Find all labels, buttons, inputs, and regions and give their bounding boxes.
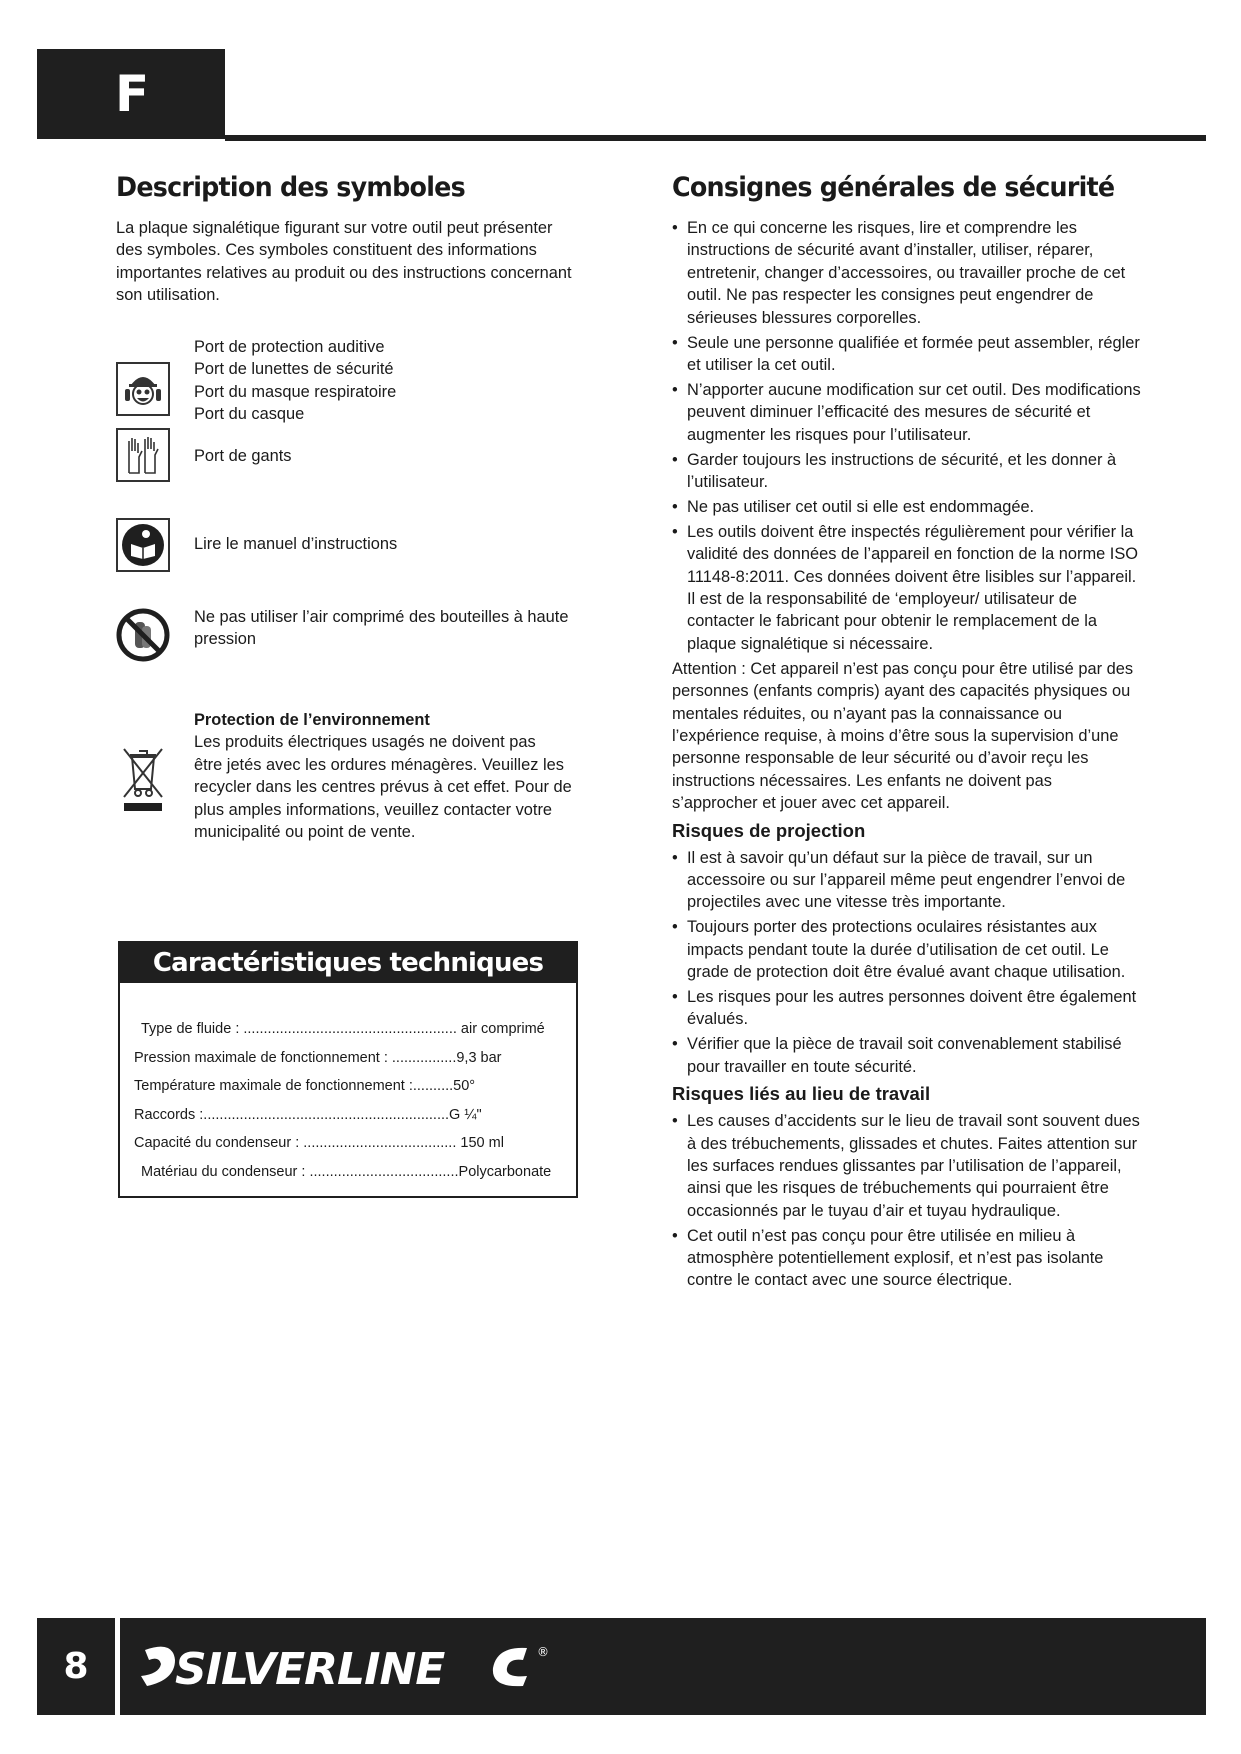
environment-line: plus amples informations, veuillez contacter votre — [194, 800, 553, 819]
spec-row: Pression maximale de fonctionnement : ................9,3 bar — [134, 1049, 502, 1066]
manual-text: Lire le manuel d’instructions — [194, 535, 398, 553]
projection-title: Risques de projection — [672, 819, 866, 841]
ppe-line: Port de protection auditive — [194, 338, 385, 356]
ppe-line: Port du masque respiratoire — [194, 382, 397, 401]
safety-title: Consignes générales de sécurité — [672, 172, 1115, 203]
silverline-logo — [135, 1638, 575, 1701]
list-item: • Les outils doivent être inspectés régulièrement pour vérifier la validité des données de l’appareil en fonction de la norme ISO 11148-8:2011. Ces données doivent être lisibles sur l’appareil. Il est de la responsabilité de ‘employeur/ utilisateur de contacter le fabricant pour obtenir le remplacement de la plaque signalétique si nécessaire. — [672, 521, 1142, 655]
environment-text — [194, 709, 572, 843]
symbols-intro: La plaque signalétique figurant sur votre outil peut présenter des symboles. Ces symboles constituent des informations importantes relatives au produit ou des instructions concernant son utilisation. — [116, 219, 572, 305]
brand-wordmark: SILVERLINE — [175, 1644, 445, 1695]
projection-list — [672, 847, 1142, 1079]
spec-row: Température maximale de fonctionnement :..........50° — [134, 1078, 476, 1094]
gloves-icon — [116, 428, 170, 482]
registered-mark: ® — [537, 1645, 549, 1659]
attention-paragraph: Attention : Cet appareil n’est pas conçu pour être utilisé par des personnes (enfants compris) ayant des capacités physiques ou mentales réduites, ou n’ayant pas la connaissance ou l’expérience requise, à moins d’être sous la supervision d’une personne responsable de leur sécurité ou d’avoir reçu les instructions nécessaires. Les enfants ne doivent pas s’approcher et jouer avec cet appareil. — [672, 659, 1134, 813]
symbols-title: Description des symboles — [116, 172, 465, 203]
list-item: • Les risques pour les autres personnes doivent être également évalués. — [672, 986, 1142, 1031]
environment-line: Les produits électriques usagés ne doivent pas — [194, 733, 536, 752]
header-rule — [225, 135, 1206, 141]
list-item: • N’apporter aucune modification sur cet outil. Des modifications peuvent diminuer l’efficacité des mesures de sécurité et augmenter les risques pour l’utilisateur. — [672, 379, 1142, 446]
no-bottle-text — [194, 606, 568, 651]
spec-row: Type de fluide : ..................................................... air comprimé — [141, 1021, 545, 1037]
specs-title: Caractéristiques techniques — [120, 943, 576, 983]
read-manual-icon — [116, 518, 170, 572]
ppe-icon — [116, 362, 170, 416]
spec-row: Capacité du condenseur : ...................................... 150 ml — [134, 1135, 504, 1151]
list-item: • En ce qui concerne les risques, lire et comprendre les instructions de sécurité avant d’installer, utiliser, réparer, entretenir, changer d’accessoires, ou travailler proche de cet outil. Ne pas respecter les consignes peut engendrer de sérieuses blessures corporelles. — [672, 217, 1142, 329]
page-number: 8 — [63, 1646, 89, 1687]
list-item: • Vérifier que la pièce de travail soit convenablement stabilisé pour travailler en toute sécurité. — [672, 1033, 1142, 1078]
no-bottle-line: Ne pas utiliser l’air comprimé des bouteilles à haute — [194, 608, 569, 626]
footer-divider — [115, 1618, 120, 1715]
ppe-text — [194, 336, 396, 426]
workplace-title: Risques liés au lieu de travail — [672, 1083, 931, 1105]
gloves-text: Port de gants — [194, 447, 292, 465]
list-item: • Les causes d’accidents sur le lieu de travail sont souvent dues à des trébuchements, glissades et chutes. Faites attention sur les surfaces rendues glissantes par l’utilisation de l’appareil, ainsi que les risques de trébuchements qui pourraient être occasionnés par le tuyau d’air et tuyau hydraulique. — [672, 1110, 1142, 1222]
list-item: • Garder toujours les instructions de sécurité, et les donner à l’utilisateur. — [672, 449, 1142, 494]
no-compressed-bottle-icon — [116, 608, 170, 662]
weee-bin-icon — [116, 743, 170, 813]
environment-line: recycler dans les centres prévus à cet effet. Pour de — [194, 778, 572, 797]
list-item: • Toujours porter des protections oculaires résistantes aux impacts pendant toute la durée d’utilisation de cet outil. Le grade de protection doit être évalué avant chaque utilisation. — [672, 916, 1142, 983]
environment-title: Protection de l’environnement — [194, 711, 430, 729]
symbols-section — [116, 172, 576, 842]
list-item: • Il est à savoir qu’un défaut sur la pièce de travail, sur un accessoire ou sur l’appareil même peut engendrer l’envoi de projectiles avec une vitesse très importante. — [672, 847, 1142, 914]
list-item: • Cet outil n’est pas conçu pour être utilisée en milieu à atmosphère potentiellement explosif, et n’est pas isolante contre le contact avec une source électrique. — [672, 1225, 1142, 1292]
environment-line: municipalité ou point de vente. — [194, 823, 416, 842]
language-tab-label: F — [115, 65, 150, 123]
list-item: • Ne pas utiliser cet outil si elle est endommagée. — [672, 496, 1142, 518]
specs-box — [118, 941, 578, 1198]
footer-bar — [37, 1618, 1206, 1715]
list-item: • Seule une personne qualifiée et formée peut assembler, régler et utiliser la cet outil. — [672, 332, 1142, 377]
spec-row: Raccords :.............................................................G ¼" — [134, 1106, 482, 1123]
ppe-line: Port de lunettes de sécurité — [194, 360, 394, 379]
general-safety-list — [672, 217, 1142, 655]
no-bottle-line: pression — [194, 630, 256, 649]
ppe-line: Port du casque — [194, 405, 305, 424]
safety-section — [672, 172, 1142, 1294]
language-tab — [37, 49, 225, 139]
workplace-list — [672, 1110, 1142, 1292]
environment-line: être jetés avec les ordures ménagères. Veuillez les — [194, 755, 564, 774]
spec-row: Matériau du condenseur : .....................................Polycarbonate — [141, 1163, 552, 1180]
specs-list — [134, 1015, 551, 1186]
